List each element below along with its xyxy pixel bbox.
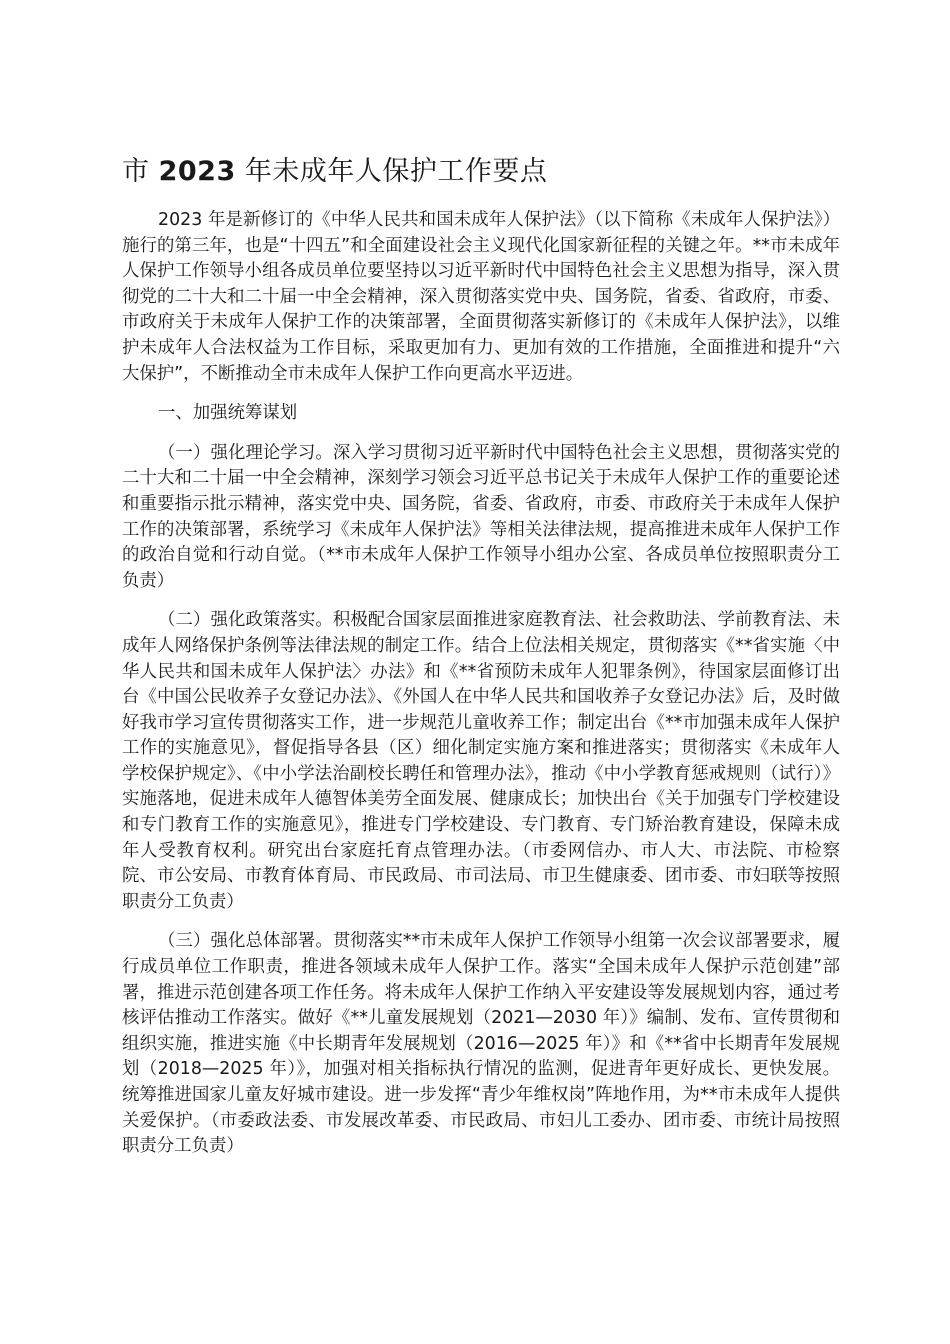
document-body	[122, 208, 840, 1174]
intro-paragraph: 2023 年是新修订的《中华人民共和国未成年人保护法》（以下简称《未成年人保护法》）施行的第三年，也是“十四五”和全面建设社会主义现代化国家新征程的关键之年。**市未成年人保护工作领导小组各成员单位要坚持以习近平新时代中国特色社会主义思想为指导，深入贯彻党的二十大和二十届一中全会精神，深入贯彻落实党中央、国务院，省委、省政府，市委、市政府关于未成年人保护工作的决策部署，全面贯彻落实新修订的《未成年人保护法》，以维护未成年人合法权益为工作目标，采取更加有力、更加有效的工作措施，全面推进和提升“六大保护”，不断推动全市未成年人保护工作向更高水平迈进。	[122, 210, 840, 384]
document-title	[122, 152, 547, 192]
title-year: 2023	[158, 156, 236, 187]
paragraph-overall-deployment: （三）强化总体部署。贯彻落实**市未成年人保护工作领导小组第一次会议部署要求，履行成员单位工作职责，推进各领域未成年人保护工作。落实“全国未成年人保护示范创建”部署，推进示范创建各项工作任务。将未成年人保护工作纳入平安建设等发展规划内容，通过考核评估推动工作落实。做好《**儿童发展规划（2021—2030 年）》编制、发布、宣传贯彻和组织实施，推进实施《中长期青年发展规划（2016—2025 年）》和《**省中长期青年发展规划（2018—2025 年）》，加强对相关指标执行情况的监测，促进青年更好成长、更快发展。统筹推进国家儿童友好城市建设。进一步发挥“青少年维权岗”阵地作用，为**市未成年人提供关爱保护。（市委政法委、市发展改革委、市民政局、市妇儿工委办、团市委、市统计局按照职责分工负责）	[122, 931, 840, 1157]
paragraph-policy-implementation: （二）强化政策落实。积极配合国家层面推进家庭教育法、社会救助法、学前教育法、未成年人网络保护条例等法律法规的制定工作。结合上位法相关规定，贯彻落实《**省实施〈中华人民共和国未成年人保护法〉办法》和《**省预防未成年人犯罪条例》，待国家层面修订出台《中国公民收养子女登记办法》、《外国人在中华人民共和国收养子女登记办法》后，及时做好我市学习宣传贯彻落实工作，进一步规范儿童收养工作；制定出台《**市加强未成年人保护工作的实施意见》，督促指导各县（区）细化制定实施方案和推进落实；贯彻落实《未成年人学校保护规定》、《中小学法治副校长聘任和管理办法》，推动《中小学教育惩戒规则（试行）》实施落地，促进未成年人德智体美劳全面发展、健康成长；加快出台《关于加强专门学校建设和专门教育工作的实施意见》，推进专门学校建设、专门教育、专门矫治教育建设，保障未成年人受教育权利。研究出台家庭托育点管理办法。（市委网信办、市人大、市法院、市检察院、市公安局、市教育体育局、市民政局、市司法局、市卫生健康委、团市委、市妇联等按照职责分工负责）	[122, 610, 840, 912]
title-prefix: 市	[122, 156, 150, 187]
title-suffix: 年未成年人保护工作要点	[244, 156, 548, 187]
paragraph-theory-study: （一）强化理论学习。深入学习贯彻习近平新时代中国特色社会主义思想，贯彻落实党的二十大和二十届一中全会精神，深刻学习领会习近平总书记关于未成年人保护工作的重要论述和重要指示批示精神，落实党中央、国务院，省委、省政府，市委、市政府关于未成年人保护工作的决策部署，系统学习《未成年人保护法》等相关法律法规，提高推进未成年人保护工作的政治自觉和行动自觉。（**市未成年人保护工作领导小组办公室、各成员单位按照职责分工负责）	[122, 442, 840, 591]
section-heading-1: 一、加强统筹谋划	[158, 403, 298, 424]
